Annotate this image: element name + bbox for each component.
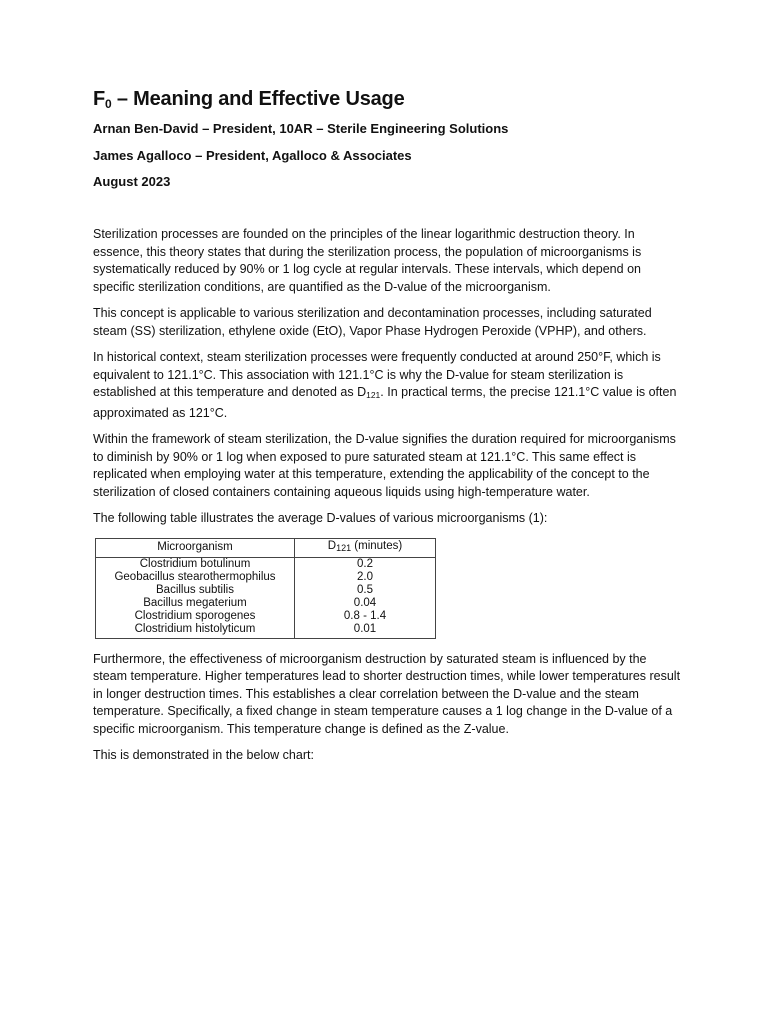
table-cell-organism: Clostridium sporogenes [96,610,295,623]
d-value-table [95,538,436,639]
table-cell-organism: Geobacillus stearothermophilus [96,571,295,584]
publication-date: August 2023 [93,174,171,189]
table-cell-organism: Bacillus megaterium [96,597,295,610]
paragraph-5: The following table illustrates the average D-values of various microorganisms (1): [93,511,548,525]
table-cell-organism: Clostridium histolyticum [96,623,295,639]
table-cell-d121: 2.0 [295,571,436,584]
table-cell-d121: 0.2 [295,557,436,571]
title-subscript: 0 [105,97,112,111]
paragraph-7: This is demonstrated in the below chart: [93,748,314,762]
paragraph-4: Within the framework of steam sterilization, the D-value signifies the duration required for microorganisms to diminish by 90% or 1 log when exposed to pure saturated steam at 121.1°C. This same effect is replicated when employing water at this temperature, extending the applicability of the concept to the sterilization of closed containers containing aqueous liquids using high-temperature water. [93,432,676,499]
table-header-microorganism: Microorganism [96,538,295,557]
table-cell-organism: Bacillus subtilis [96,584,295,597]
paragraph-1: Sterilization processes are founded on the principles of the linear logarithmic destruction theory. In essence, this theory states that during the sterilization process, the population of microorganisms is systematically reduced by 90% or 1 log cycle at regular intervals. These intervals, which depend on specific sterilization conditions, are quantified as the D-value of the microorganism. [93,227,642,294]
paragraph-3-part-b: . In practical terms, the precise 121.1°C value is often approximated as 121°C. [93,385,677,420]
author-line-2: James Agalloco – President, Agalloco & Associates [93,148,412,163]
header-d-rest: (minutes) [351,539,403,552]
table-row [96,557,436,571]
document-content [93,88,683,774]
title-rest: – Meaning and Effective Usage [111,88,405,110]
header-d-subscript: 121 [336,542,352,553]
table-cell-organism: Clostridium botulinum [96,557,295,571]
table-cell-d121: 0.04 [295,597,436,610]
document-title [93,88,683,111]
table-row [96,571,436,584]
table-header-row [96,538,436,557]
table-cell-d121: 0.5 [295,584,436,597]
header-d: D [327,539,337,552]
table-row [96,623,436,639]
author-line-1: Arnan Ben-David – President, 10AR – Sterile Engineering Solutions [93,121,509,136]
table-row [96,610,436,623]
title-main: F [93,88,106,110]
paragraph-3-subscript: 121 [366,390,381,400]
paragraph-3-part-a: In historical context, steam sterilization processes were frequently conducted at around 250°F, which is equivalent to 121.1°C. This association with 121.1°C is why the D-value for steam sterilization is established at this temperature and denoted as D [93,350,661,399]
paragraph-3 [93,349,683,422]
table-cell-d121: 0.01 [295,623,436,639]
table-header-d121 [295,538,436,557]
paragraph-2: This concept is applicable to various sterilization and decontamination processes, including saturated steam (SS) sterilization, ethylene oxide (EtO), Vapor Phase Hydrogen Peroxide (VPHP), and others. [93,306,652,338]
table-row [96,584,436,597]
table-cell-d121: 0.8 - 1.4 [295,610,436,623]
paragraph-6: Furthermore, the effectiveness of microorganism destruction by saturated steam is influenced by the steam temperature. Higher temperatures lead to shorter destruction times, while lower temperatures result in longer destruction times. This establishes a clear correlation between the D-value and the steam temperature. Specifically, a fixed change in steam temperature causes a 1 log change in the D-value of a specific microorganism. This temperature change is defined as the Z-value. [93,651,681,736]
table-row [96,597,436,610]
